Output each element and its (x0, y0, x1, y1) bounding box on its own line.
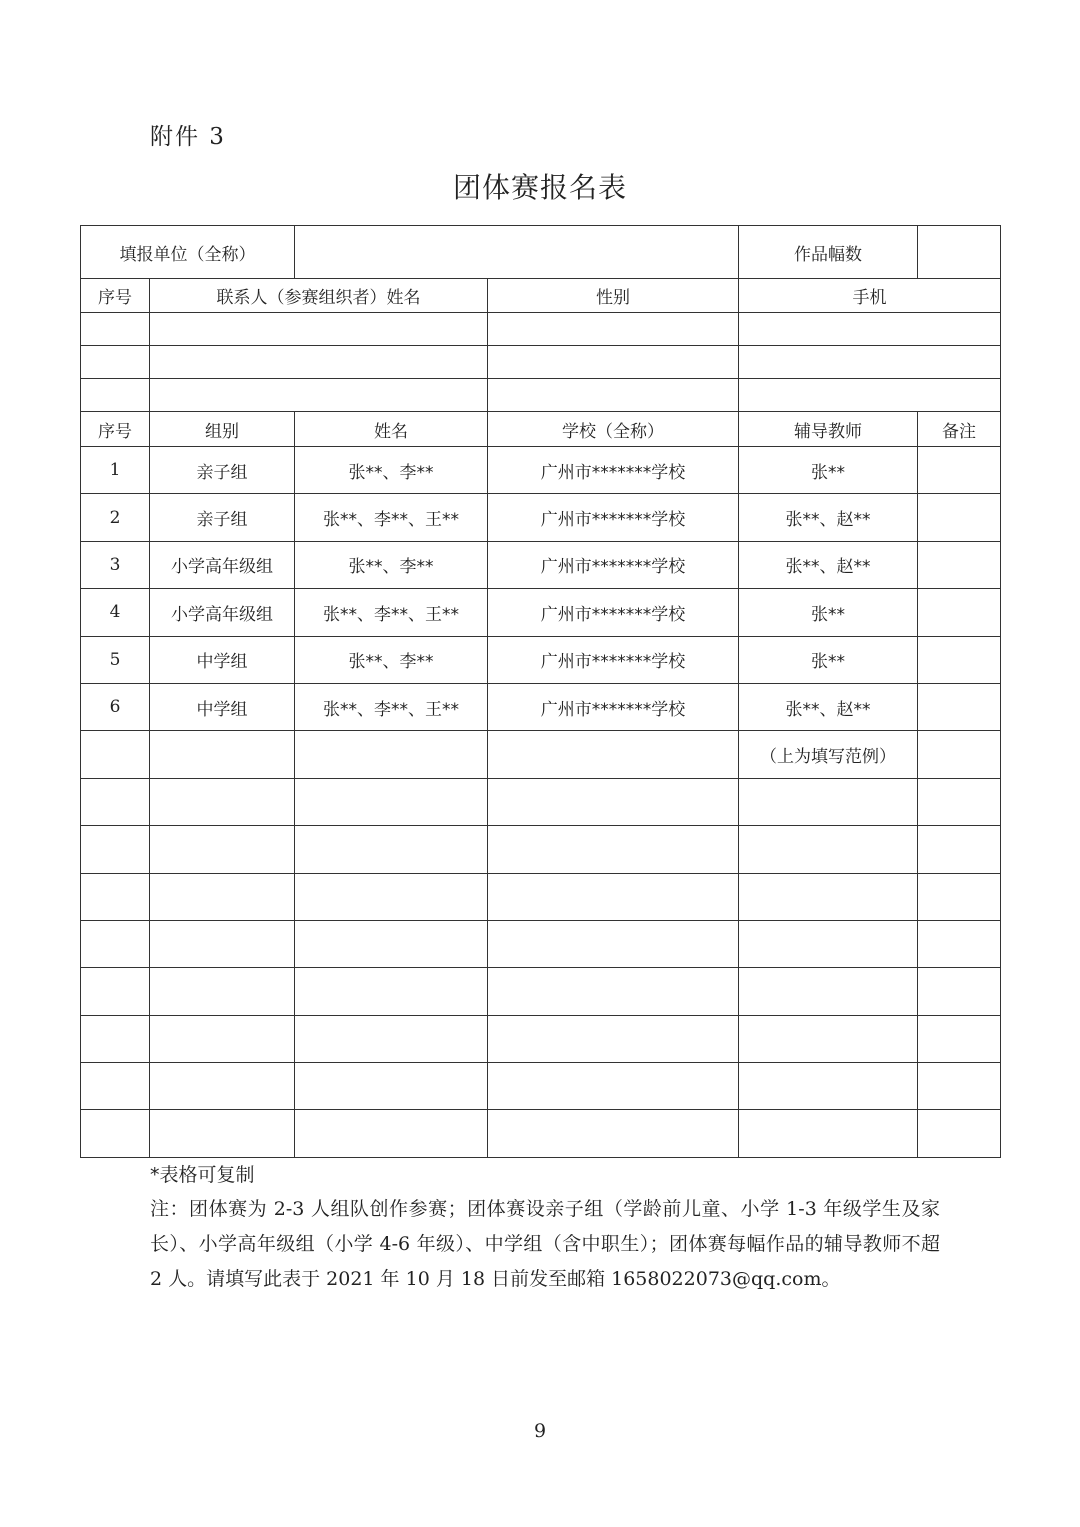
team-school-cell[interactable]: 广州市*******学校 (488, 494, 739, 541)
team-remark-cell[interactable] (918, 1063, 1001, 1110)
works-count-input[interactable] (918, 226, 1001, 279)
registration-table (80, 225, 1001, 1158)
team-remark-cell[interactable] (918, 683, 1001, 730)
contact-gender-cell[interactable] (488, 313, 739, 346)
team-teacher-cell[interactable] (739, 778, 918, 825)
team-row (81, 968, 1001, 1015)
team-row (81, 873, 1001, 920)
contact-index-cell[interactable] (81, 346, 150, 379)
team-index-cell[interactable] (81, 826, 150, 873)
team-group-cell[interactable] (150, 968, 295, 1015)
team-school-cell[interactable]: 广州市*******学校 (488, 589, 739, 636)
contact-header-name: 联系人（参赛组织者）姓名 (150, 279, 488, 313)
team-remark-cell[interactable] (918, 589, 1001, 636)
team-index-cell[interactable] (81, 920, 150, 967)
works-count-label: 作品幅数 (739, 226, 918, 279)
team-header-names: 姓名 (295, 412, 488, 447)
team-index-cell[interactable] (81, 778, 150, 825)
team-names-cell[interactable]: 张**、李** (295, 541, 488, 588)
team-school-cell[interactable] (488, 920, 739, 967)
team-school-cell[interactable] (488, 1110, 739, 1157)
contact-name-cell[interactable] (150, 379, 488, 412)
contact-row (81, 346, 1001, 379)
team-group-cell[interactable]: 小学高年级组 (150, 589, 295, 636)
team-header-teacher: 辅导教师 (739, 412, 918, 447)
team-row (81, 1110, 1001, 1157)
team-row (81, 1063, 1001, 1110)
team-remark-cell[interactable] (918, 1110, 1001, 1157)
team-group-cell[interactable] (150, 920, 295, 967)
team-school-cell[interactable]: 广州市*******学校 (488, 636, 739, 683)
contact-index-cell[interactable] (81, 313, 150, 346)
team-names-cell[interactable]: 张**、李**、王** (295, 683, 488, 730)
team-header-row (81, 412, 1001, 447)
team-teacher-cell[interactable] (739, 1063, 918, 1110)
contact-phone-cell[interactable] (739, 313, 1001, 346)
team-teacher-cell[interactable]: （上为填写范例） (739, 731, 918, 778)
team-index-cell[interactable] (81, 1110, 150, 1157)
team-teacher-cell[interactable] (739, 968, 918, 1015)
team-names-cell[interactable] (295, 826, 488, 873)
team-row (81, 447, 1001, 494)
unit-label: 填报单位（全称） (81, 226, 295, 279)
team-row (81, 494, 1001, 541)
team-school-cell[interactable] (488, 1015, 739, 1062)
team-remark-cell[interactable] (918, 1015, 1001, 1062)
team-index-cell[interactable]: 4 (81, 589, 150, 636)
team-index-cell[interactable] (81, 1015, 150, 1062)
team-names-cell[interactable] (295, 778, 488, 825)
team-header-index: 序号 (81, 412, 150, 447)
team-teacher-cell[interactable]: 张**、赵** (739, 541, 918, 588)
contact-header-phone: 手机 (739, 279, 1001, 313)
copy-note: *表格可复制 (150, 1164, 255, 1186)
contact-header-row (81, 279, 1001, 313)
team-names-cell[interactable] (295, 1110, 488, 1157)
team-index-cell[interactable] (81, 873, 150, 920)
team-row (81, 826, 1001, 873)
team-row (81, 778, 1001, 825)
team-row (81, 589, 1001, 636)
team-row (81, 636, 1001, 683)
team-row (81, 920, 1001, 967)
team-school-cell[interactable]: 广州市*******学校 (488, 541, 739, 588)
page-title: 团体赛报名表 (452, 171, 627, 204)
contact-header-gender: 性别 (488, 279, 739, 313)
team-remark-cell[interactable] (918, 873, 1001, 920)
team-remark-cell[interactable] (918, 920, 1001, 967)
team-group-cell[interactable] (150, 1063, 295, 1110)
team-names-cell[interactable]: 张**、李** (295, 447, 488, 494)
team-school-cell[interactable]: 广州市*******学校 (488, 447, 739, 494)
team-group-cell[interactable] (150, 1110, 295, 1157)
contact-header-index: 序号 (81, 279, 150, 313)
team-index-cell[interactable] (81, 968, 150, 1015)
team-index-cell[interactable]: 6 (81, 683, 150, 730)
team-teacher-cell[interactable] (739, 873, 918, 920)
team-school-cell[interactable] (488, 731, 739, 778)
team-school-cell[interactable] (488, 778, 739, 825)
team-names-cell[interactable]: 张**、李**、王** (295, 494, 488, 541)
team-remark-cell[interactable] (918, 731, 1001, 778)
team-group-cell[interactable] (150, 826, 295, 873)
team-names-cell[interactable] (295, 968, 488, 1015)
team-index-cell[interactable]: 1 (81, 447, 150, 494)
contact-index-cell[interactable] (81, 379, 150, 412)
team-group-cell[interactable] (150, 778, 295, 825)
team-header-school: 学校（全称） (488, 412, 739, 447)
contact-name-cell[interactable] (150, 346, 488, 379)
team-group-cell[interactable]: 亲子组 (150, 494, 295, 541)
team-names-cell[interactable] (295, 1015, 488, 1062)
team-group-cell[interactable] (150, 731, 295, 778)
team-teacher-cell[interactable]: 张** (739, 636, 918, 683)
team-header-group: 组别 (150, 412, 295, 447)
unit-input[interactable] (295, 226, 739, 279)
team-remark-cell[interactable] (918, 968, 1001, 1015)
team-names-cell[interactable]: 张**、李** (295, 636, 488, 683)
team-names-cell[interactable]: 张**、李**、王** (295, 589, 488, 636)
team-school-cell[interactable]: 广州市*******学校 (488, 683, 739, 730)
contact-name-cell[interactable] (150, 313, 488, 346)
team-school-cell[interactable] (488, 968, 739, 1015)
team-group-cell[interactable] (150, 1015, 295, 1062)
team-index-cell[interactable] (81, 1063, 150, 1110)
team-school-cell[interactable] (488, 1063, 739, 1110)
team-group-cell[interactable] (150, 873, 295, 920)
team-teacher-cell[interactable] (739, 826, 918, 873)
team-teacher-cell[interactable]: 张** (739, 447, 918, 494)
team-index-cell[interactable] (81, 731, 150, 778)
team-index-cell[interactable]: 2 (81, 494, 150, 541)
team-group-cell[interactable]: 小学高年级组 (150, 541, 295, 588)
team-row (81, 541, 1001, 588)
team-index-cell[interactable]: 5 (81, 636, 150, 683)
page-number: 9 (533, 1420, 547, 1442)
contact-gender-cell[interactable] (488, 379, 739, 412)
contact-phone-cell[interactable] (739, 379, 1001, 412)
unit-row (81, 226, 1001, 279)
team-header-remark: 备注 (918, 412, 1001, 447)
team-teacher-cell[interactable] (739, 1110, 918, 1157)
team-row (81, 1015, 1001, 1062)
team-row (81, 731, 1001, 778)
contact-gender-cell[interactable] (488, 346, 739, 379)
team-teacher-cell[interactable]: 张** (739, 589, 918, 636)
team-teacher-cell[interactable] (739, 1015, 918, 1062)
team-group-cell[interactable]: 中学组 (150, 636, 295, 683)
team-school-cell[interactable] (488, 826, 739, 873)
footnote: 注：团体赛为 2-3 人组队创作参赛；团体赛设亲子组（学龄前儿童、小学 1-3 年级学生及家长）、小学高年级组（小学 4-6 年级）、中学组（含中职生）；团体赛每幅作品的辅导教师不超 2 人。请填写此表于 2021 年 10 月 18 日前发至邮箱 1658022073@qq.com。 (150, 1198, 940, 1290)
team-remark-cell[interactable] (918, 541, 1001, 588)
team-names-cell[interactable] (295, 1063, 488, 1110)
contact-phone-cell[interactable] (739, 346, 1001, 379)
attachment-label: 附件 3 (150, 124, 226, 150)
team-group-cell[interactable]: 中学组 (150, 683, 295, 730)
contact-row (81, 379, 1001, 412)
team-index-cell[interactable]: 3 (81, 541, 150, 588)
team-group-cell[interactable]: 亲子组 (150, 447, 295, 494)
team-names-cell[interactable] (295, 873, 488, 920)
team-teacher-cell[interactable]: 张**、赵** (739, 494, 918, 541)
team-teacher-cell[interactable]: 张**、赵** (739, 683, 918, 730)
team-remark-cell[interactable] (918, 494, 1001, 541)
team-names-cell[interactable] (295, 920, 488, 967)
team-row (81, 683, 1001, 730)
team-remark-cell[interactable] (918, 778, 1001, 825)
team-remark-cell[interactable] (918, 826, 1001, 873)
team-school-cell[interactable] (488, 873, 739, 920)
contact-row (81, 313, 1001, 346)
team-teacher-cell[interactable] (739, 920, 918, 967)
team-names-cell[interactable] (295, 731, 488, 778)
team-remark-cell[interactable] (918, 447, 1001, 494)
team-remark-cell[interactable] (918, 636, 1001, 683)
